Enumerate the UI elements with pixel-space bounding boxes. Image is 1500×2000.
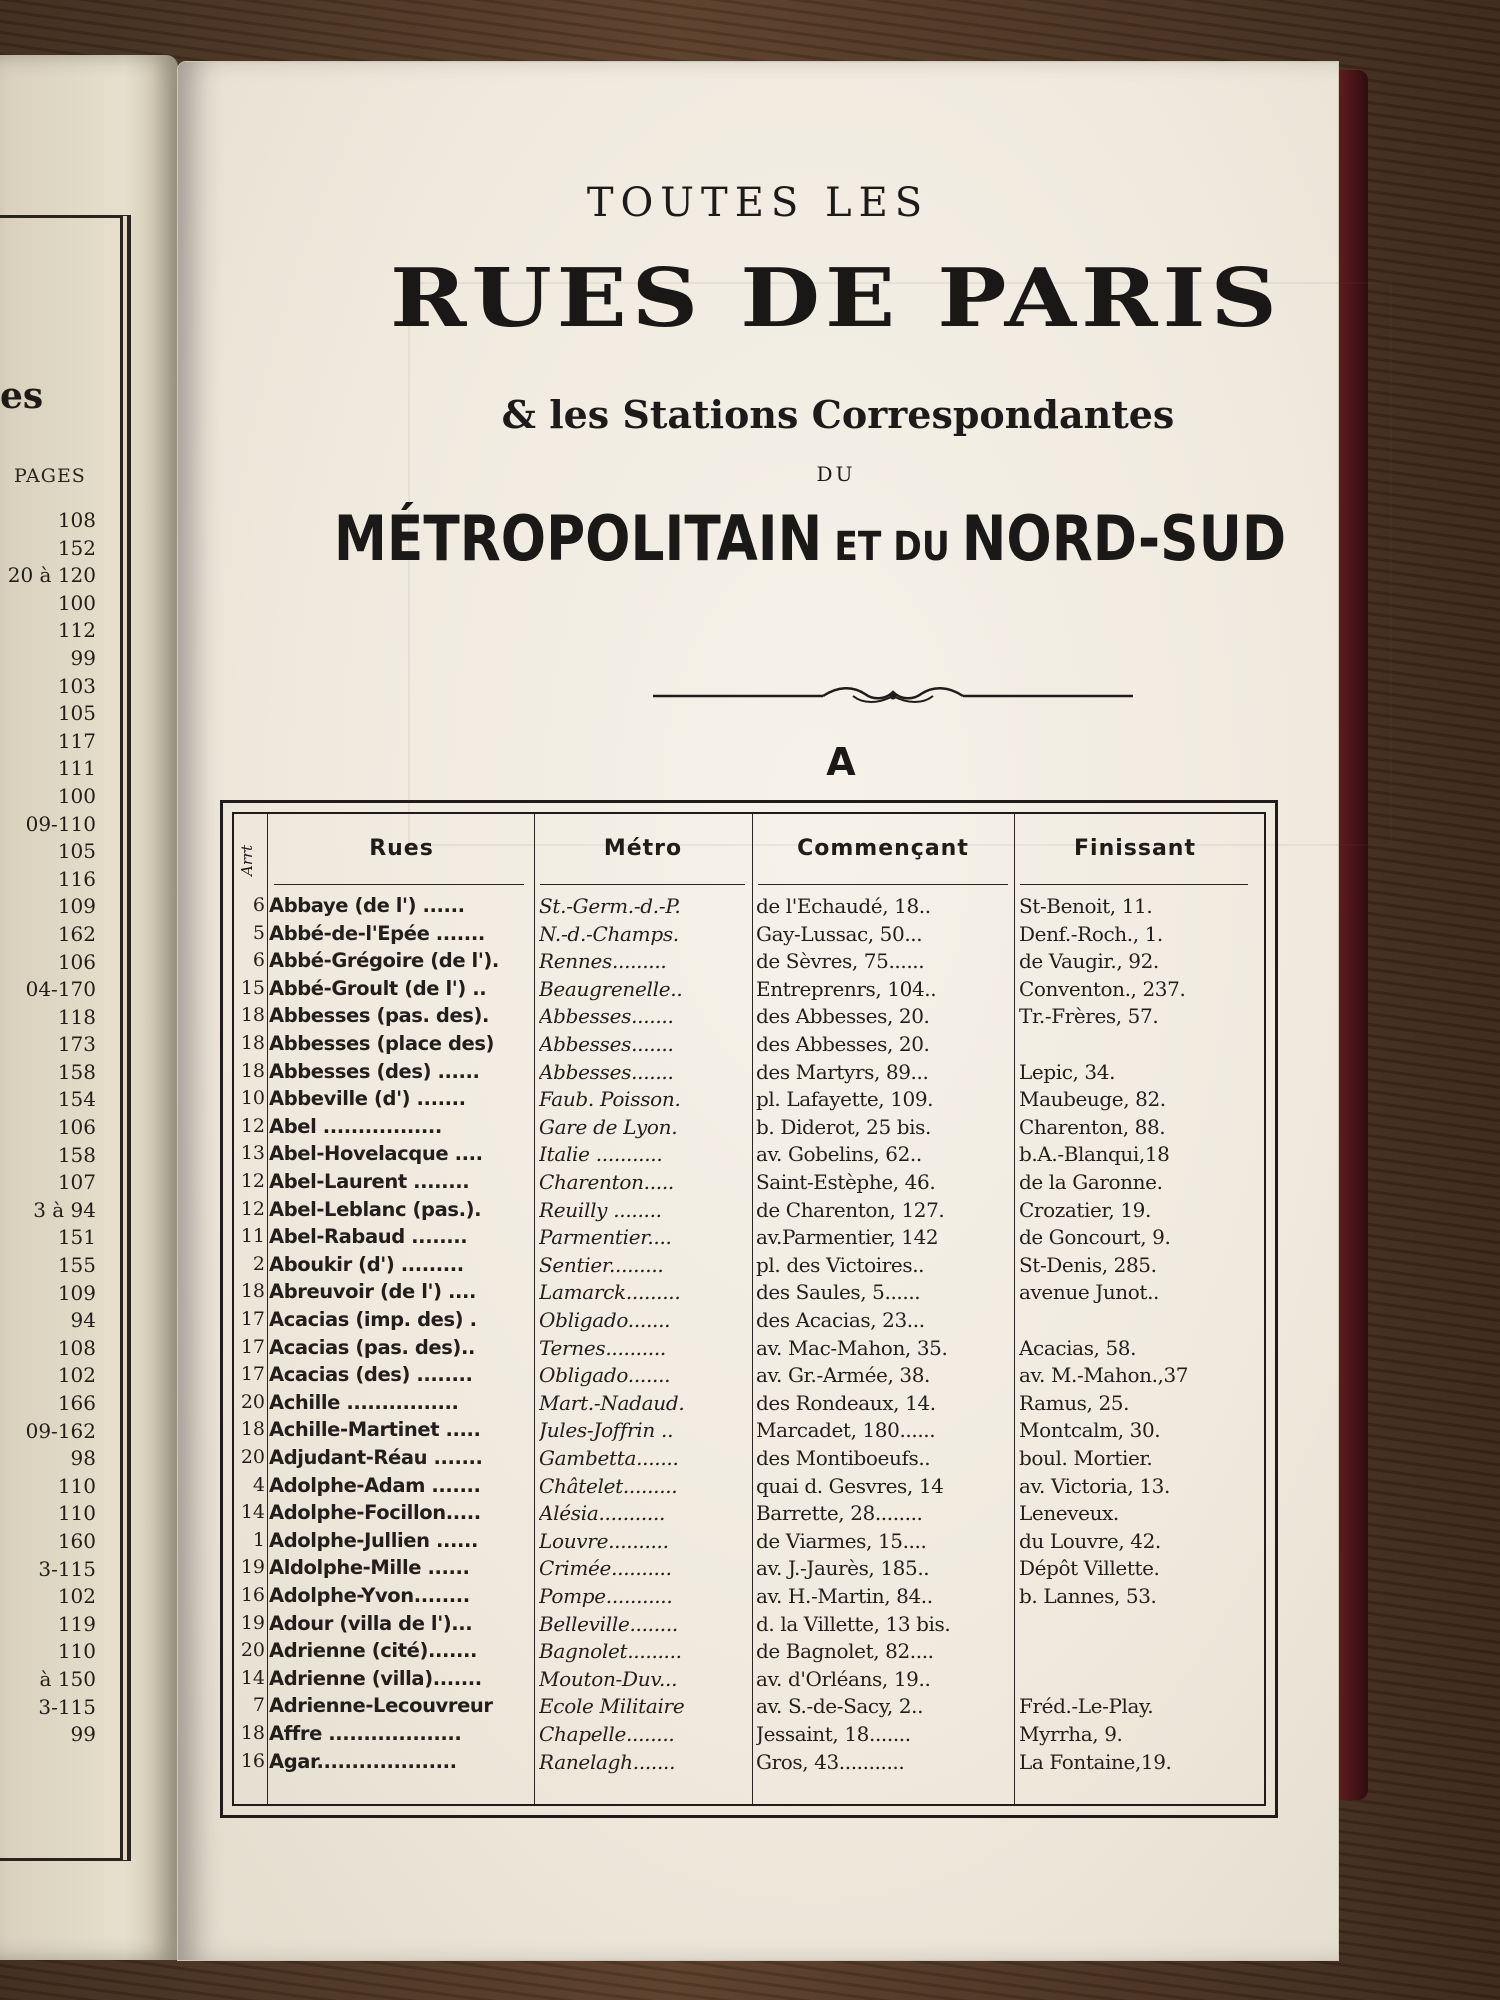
row-start-point: av. S.-de-Sacy, 2..: [756, 1694, 924, 1719]
row-metro-station: Chapelle........: [539, 1722, 675, 1746]
row-metro-station: Ternes..........: [539, 1335, 666, 1360]
row-metro-station: Crimée..........: [539, 1556, 672, 1581]
row-street-name: Adolphe-Yvon........: [269, 1584, 470, 1607]
table-row: [234, 1750, 1264, 1778]
row-end-point: Crozatier, 19.: [1019, 1197, 1151, 1222]
header-rues: Rues: [369, 836, 434, 861]
row-street-name: Acacias (des) ........: [269, 1363, 473, 1387]
table-row: [234, 922, 1264, 950]
table-row: [234, 1584, 1264, 1612]
table-row: [234, 1391, 1264, 1419]
row-arrondissement: 20: [240, 1446, 265, 1468]
row-end-point: du Louvre, 42.: [1019, 1528, 1161, 1553]
row-street-name: Abel-Leblanc (pas.).: [269, 1197, 482, 1221]
row-street-name: Affre ...................: [269, 1722, 462, 1745]
row-street-name: Abbeville (d') .......: [269, 1087, 466, 1111]
row-end-point: Dépôt Villette.: [1019, 1556, 1160, 1581]
row-start-point: av. J.-Jaurès, 185..: [756, 1556, 930, 1581]
row-start-point: pl. des Victoires..: [756, 1252, 925, 1277]
table-row: [234, 1556, 1264, 1584]
row-arrondissement: 6: [252, 949, 265, 972]
left-page-number: 154: [57, 1087, 96, 1112]
row-metro-station: Abbesses.......: [539, 1004, 674, 1029]
row-start-point: des Rondeaux, 14.: [756, 1390, 936, 1415]
row-street-name: Acacias (pas. des)..: [269, 1335, 475, 1359]
row-start-point: Jessaint, 18.......: [756, 1722, 911, 1746]
row-street-name: Abel .................: [269, 1114, 442, 1138]
left-page-number: 102: [57, 1363, 96, 1388]
row-end-point: Maubeuge, 82.: [1019, 1087, 1166, 1112]
row-end-point: La Fontaine,19.: [1019, 1749, 1172, 1774]
row-end-point: Fréd.-Le-Play.: [1019, 1694, 1154, 1719]
row-arrondissement: 16: [240, 1749, 265, 1772]
row-end-point: Conventon., 237.: [1019, 976, 1186, 1001]
table-row: [234, 1501, 1264, 1529]
row-metro-station: Alésia...........: [539, 1501, 666, 1526]
left-page-number: 99: [70, 1722, 96, 1747]
left-page-number: 103: [57, 673, 96, 698]
row-start-point: des Abbesses, 20.: [756, 1004, 930, 1029]
row-arrondissement: 18: [240, 1059, 265, 1082]
title-nord-sud-word: NORD-SUD: [961, 502, 1287, 575]
row-start-point: Gay-Lussac, 50...: [756, 921, 923, 946]
row-metro-station: Beaugrenelle..: [539, 976, 683, 1001]
left-page-number: 117: [57, 728, 96, 753]
row-metro-station: Belleville........: [539, 1611, 678, 1636]
row-arrondissement: 15: [240, 976, 265, 999]
row-end-point: Lepic, 34.: [1019, 1059, 1116, 1084]
row-street-name: Adrienne (cité).......: [269, 1639, 478, 1663]
row-street-name: Abbé-de-l'Epée .......: [269, 921, 485, 945]
row-end-point: boul. Mortier.: [1019, 1446, 1153, 1470]
row-end-point: Acacias, 58.: [1019, 1335, 1137, 1360]
table-row: [234, 1308, 1264, 1336]
row-metro-station: Mouton-Duv...: [539, 1666, 678, 1691]
title-line-stations: & les Stations Correspondantes: [501, 392, 1175, 437]
row-arrondissement: 16: [240, 1584, 265, 1606]
table-row: [234, 1004, 1264, 1032]
left-page-number: 109: [57, 894, 96, 919]
row-arrondissement: 14: [240, 1666, 265, 1689]
row-arrondissement: 11: [240, 1225, 265, 1248]
table-row: [234, 1253, 1264, 1281]
row-arrondissement: 17: [240, 1308, 265, 1330]
header-arrondissement: Arrt: [238, 844, 256, 876]
row-metro-station: Jules-Joffrin ..: [539, 1418, 674, 1443]
row-start-point: de l'Echaudé, 18..: [756, 894, 931, 918]
row-street-name: Abel-Laurent ........: [269, 1170, 470, 1193]
row-arrondissement: 20: [240, 1639, 265, 1662]
row-metro-station: Pompe...........: [539, 1584, 673, 1608]
row-start-point: quai d. Gesvres, 14: [756, 1473, 944, 1498]
header-metro: Métro: [603, 836, 683, 861]
left-page-heading: es: [0, 375, 44, 417]
row-street-name: Achille ................: [269, 1390, 459, 1414]
row-metro-station: Gare de Lyon.: [539, 1114, 678, 1139]
left-page-number: 106: [57, 1115, 96, 1140]
table-row: [234, 1474, 1264, 1502]
row-start-point: de Charenton, 127.: [756, 1197, 945, 1222]
row-arrondissement: 7: [252, 1694, 265, 1717]
table-row: [234, 1225, 1264, 1253]
street-table-inner: [232, 812, 1266, 1806]
table-row: [234, 949, 1264, 977]
row-arrondissement: 2: [252, 1252, 265, 1275]
row-arrondissement: 12: [240, 1197, 265, 1220]
left-page-number: 116: [57, 866, 96, 891]
left-page-number: 106: [57, 949, 96, 974]
left-page-number: 3-115: [38, 1694, 96, 1719]
row-street-name: Adolphe-Adam .......: [269, 1473, 481, 1497]
row-start-point: des Abbesses, 20.: [756, 1032, 930, 1056]
left-page-number: 155: [57, 1253, 96, 1278]
row-start-point: av. Mac-Mahon, 35.: [756, 1335, 948, 1360]
row-arrondissement: 18: [240, 1280, 265, 1303]
header-underline: [540, 884, 745, 885]
header-finissant: Finissant: [1074, 836, 1196, 861]
row-metro-station: Italie ...........: [539, 1142, 663, 1167]
row-start-point: av.Parmentier, 142: [756, 1225, 939, 1250]
left-page-number: 105: [57, 839, 96, 864]
left-page-number: 100: [57, 783, 96, 808]
row-metro-station: Obligado.......: [539, 1363, 671, 1388]
row-street-name: Abel-Hovelacque ....: [269, 1142, 483, 1166]
row-arrondissement: 19: [240, 1556, 265, 1579]
row-arrondissement: 19: [240, 1611, 265, 1634]
row-arrondissement: 17: [240, 1335, 265, 1358]
right-page: [178, 62, 1338, 1960]
row-start-point: pl. Lafayette, 109.: [756, 1087, 934, 1112]
row-street-name: Abbaye (de l') ......: [269, 894, 465, 917]
row-start-point: des Saules, 5......: [756, 1280, 921, 1305]
table-row: [234, 1087, 1264, 1115]
left-page-number: 04-170: [25, 977, 96, 1002]
row-street-name: Aldolphe-Mille ......: [269, 1556, 470, 1580]
row-street-name: Adour (villa de l')...: [269, 1611, 473, 1635]
left-page-number: 110: [57, 1473, 96, 1498]
row-end-point: Ramus, 25.: [1019, 1390, 1130, 1415]
row-end-point: St-Benoit, 11.: [1019, 894, 1153, 918]
title-metropolitain-word: MÉTROPOLITAIN: [333, 502, 823, 575]
row-arrondissement: 5: [252, 921, 265, 944]
left-page-number: 158: [57, 1142, 96, 1167]
row-arrondissement: 6: [252, 894, 265, 916]
row-metro-station: Gambetta.......: [539, 1446, 679, 1470]
row-metro-station: Lamarck.........: [539, 1280, 681, 1305]
table-row: [234, 1060, 1264, 1088]
left-page-number: 173: [57, 1032, 96, 1057]
left-page-pages-label: PAGES: [14, 465, 86, 487]
row-end-point: b. Lannes, 53.: [1019, 1584, 1157, 1608]
row-end-point: Tr.-Frères, 57.: [1019, 1004, 1159, 1029]
row-start-point: Marcadet, 180......: [756, 1418, 936, 1443]
left-page-number: 111: [57, 756, 96, 781]
ornament-divider-icon: [653, 684, 1133, 708]
left-page-number: 166: [57, 1391, 96, 1415]
row-end-point: de la Garonne.: [1019, 1170, 1163, 1194]
left-page-number: 108: [57, 1335, 96, 1360]
title-line-toutes-les: TOUTES LES: [586, 180, 930, 226]
row-arrondissement: 20: [240, 1390, 265, 1413]
row-metro-station: Abbesses.......: [539, 1059, 674, 1084]
row-metro-station: Parmentier....: [539, 1225, 672, 1250]
row-metro-station: Rennes.........: [539, 949, 667, 974]
row-metro-station: Abbesses.......: [539, 1032, 674, 1056]
left-page-number: 105: [57, 701, 96, 726]
row-arrondissement: 4: [252, 1473, 265, 1496]
left-page-number: 110: [57, 1639, 96, 1664]
table-row: [234, 1667, 1264, 1695]
table-row: [234, 1639, 1264, 1667]
left-page-number: à 150: [39, 1666, 96, 1691]
row-metro-station: Mart.-Nadaud.: [539, 1390, 685, 1415]
left-page-number-list: [8, 507, 96, 1749]
row-metro-station: Reuilly ........: [539, 1197, 662, 1222]
table-row: [234, 1280, 1264, 1308]
table-row: [234, 1115, 1264, 1143]
row-street-name: Abbesses (place des): [269, 1032, 495, 1055]
row-street-name: Achille-Martinet .....: [269, 1418, 481, 1442]
row-end-point: b.A.-Blanqui,18: [1019, 1142, 1170, 1167]
row-start-point: av. H.-Martin, 84..: [756, 1584, 933, 1608]
table-row: [234, 1529, 1264, 1557]
row-start-point: de Bagnolet, 82....: [756, 1639, 934, 1664]
row-start-point: d. la Villette, 13 bis.: [756, 1611, 951, 1636]
row-street-name: Agar....................: [269, 1749, 457, 1773]
left-page-number: 109: [57, 1280, 96, 1305]
header-underline: [758, 884, 1008, 885]
row-arrondissement: 1: [252, 1528, 265, 1551]
row-start-point: b. Diderot, 25 bis.: [756, 1114, 931, 1139]
row-metro-station: Châtelet.........: [539, 1473, 678, 1498]
row-street-name: Abbé-Groult (de l') ..: [269, 976, 487, 1000]
row-metro-station: Bagnolet.........: [539, 1639, 682, 1664]
row-end-point: St-Denis, 285.: [1019, 1252, 1157, 1277]
title-line-rues-de-paris: RUES DE PARIS: [389, 250, 1282, 346]
row-start-point: Barrette, 28........: [756, 1501, 923, 1526]
row-street-name: Adrienne-Lecouvreur: [269, 1694, 493, 1718]
row-start-point: Entreprenrs, 104..: [756, 976, 937, 1001]
table-row: [234, 1170, 1264, 1198]
row-start-point: des Martyrs, 89...: [756, 1059, 929, 1084]
left-page-number: 3 à 94: [33, 1197, 96, 1222]
table-row: [234, 1694, 1264, 1722]
row-start-point: Saint-Estèphe, 46.: [756, 1170, 936, 1194]
row-arrondissement: 18: [240, 1004, 265, 1027]
left-page-number: 108: [57, 508, 96, 532]
row-end-point: Myrrha, 9.: [1019, 1722, 1123, 1746]
table-row: [234, 1418, 1264, 1446]
row-street-name: Adrienne (villa).......: [269, 1666, 482, 1690]
row-arrondissement: 17: [240, 1363, 265, 1386]
row-arrondissement: 12: [240, 1170, 265, 1192]
row-metro-station: Faub. Poisson.: [539, 1087, 681, 1112]
row-metro-station: Louvre..........: [539, 1528, 669, 1553]
table-row: [234, 1032, 1264, 1060]
row-street-name: Abbesses (des) ......: [269, 1059, 480, 1083]
row-end-point: av. Victoria, 13.: [1019, 1473, 1170, 1498]
row-start-point: des Acacias, 23...: [756, 1308, 925, 1332]
left-page-number: 98: [70, 1446, 96, 1471]
row-arrondissement: 18: [240, 1722, 265, 1744]
row-arrondissement: 14: [240, 1501, 265, 1524]
row-end-point: Montcalm, 30.: [1019, 1418, 1161, 1443]
left-page-number: 118: [57, 1004, 96, 1029]
row-arrondissement: 13: [240, 1142, 265, 1165]
table-row: [234, 1142, 1264, 1170]
row-metro-station: Obligado.......: [539, 1308, 671, 1332]
table-row: [234, 977, 1264, 1005]
row-street-name: Adolphe-Focillon.....: [269, 1501, 481, 1525]
left-page-number: 112: [57, 618, 96, 643]
table-row: [234, 1722, 1264, 1750]
row-metro-station: Ranelagh.......: [539, 1749, 676, 1774]
left-page-number: 102: [57, 1584, 96, 1609]
left-page-number: 160: [57, 1528, 96, 1553]
row-arrondissement: 18: [240, 1032, 265, 1054]
row-metro-station: Ecole Militaire: [539, 1694, 685, 1719]
table-row: [234, 1446, 1264, 1474]
left-page-number: 119: [57, 1611, 96, 1636]
row-street-name: Aboukir (d') .........: [269, 1252, 464, 1276]
header-commencant: Commençant: [797, 836, 969, 861]
title-et-du-word: ET DU: [834, 524, 950, 570]
row-end-point: de Vaugir., 92.: [1019, 949, 1159, 974]
header-underline: [274, 884, 524, 885]
table-row: [234, 1336, 1264, 1364]
table-row: [234, 894, 1264, 922]
row-metro-station: N.-d.-Champs.: [539, 921, 679, 946]
header-underline: [1020, 884, 1248, 885]
row-end-point: avenue Junot..: [1019, 1280, 1159, 1305]
row-street-name: Abreuvoir (de l') ....: [269, 1280, 477, 1304]
row-end-point: av. M.-Mahon.,37: [1019, 1363, 1189, 1388]
section-letter: A: [826, 740, 856, 784]
row-metro-station: Sentier.........: [539, 1252, 664, 1277]
title-line-metropolitain: [311, 502, 1309, 575]
left-page-number: 152: [57, 535, 96, 560]
row-arrondissement: 18: [240, 1418, 265, 1441]
row-start-point: av. Gobelins, 62..: [756, 1142, 922, 1167]
row-metro-station: St.-Germ.-d.-P.: [539, 894, 681, 918]
row-end-point: de Goncourt, 9.: [1019, 1225, 1171, 1250]
table-row: [234, 1198, 1264, 1226]
row-street-name: Acacias (imp. des) .: [269, 1308, 477, 1331]
left-page-number: 20 à 120: [7, 563, 96, 588]
title-line-du: DU: [816, 462, 856, 486]
row-start-point: des Montiboeufs..: [756, 1446, 931, 1470]
left-page: [0, 55, 178, 1960]
row-metro-station: Charenton.....: [539, 1170, 674, 1194]
left-page-number: 162: [57, 921, 96, 946]
street-table: [220, 800, 1278, 1818]
row-arrondissement: 10: [240, 1087, 265, 1110]
left-page-number: 09-110: [25, 811, 96, 836]
left-page-number: 09-162: [25, 1418, 96, 1443]
row-end-point: Charenton, 88.: [1019, 1114, 1166, 1139]
row-start-point: de Viarmes, 15....: [756, 1528, 927, 1553]
left-page-number: 110: [57, 1501, 96, 1526]
table-row: [234, 1363, 1264, 1391]
left-page-number: 158: [57, 1059, 96, 1084]
row-start-point: av. Gr.-Armée, 38.: [756, 1363, 930, 1388]
row-start-point: de Sèvres, 75......: [756, 949, 925, 974]
row-street-name: Adjudant-Réau .......: [269, 1446, 483, 1469]
row-arrondissement: 12: [240, 1114, 265, 1137]
row-street-name: Abbé-Grégoire (de l').: [269, 949, 499, 973]
row-end-point: Denf.-Roch., 1.: [1019, 921, 1163, 946]
left-page-number: 100: [57, 590, 96, 615]
left-page-number: 3-115: [38, 1556, 96, 1581]
row-street-name: Abel-Rabaud ........: [269, 1225, 468, 1249]
left-page-number: 99: [70, 645, 96, 670]
row-street-name: Abbesses (pas. des).: [269, 1004, 490, 1028]
row-start-point: av. d'Orléans, 19..: [756, 1666, 931, 1691]
left-page-number: 151: [57, 1225, 96, 1250]
row-start-point: Gros, 43...........: [756, 1749, 905, 1774]
row-end-point: Leneveux.: [1019, 1501, 1119, 1526]
table-row: [234, 1612, 1264, 1640]
left-page-number: 107: [57, 1170, 96, 1195]
row-street-name: Adolphe-Jullien ......: [269, 1528, 479, 1552]
left-page-number: 94: [70, 1308, 96, 1333]
